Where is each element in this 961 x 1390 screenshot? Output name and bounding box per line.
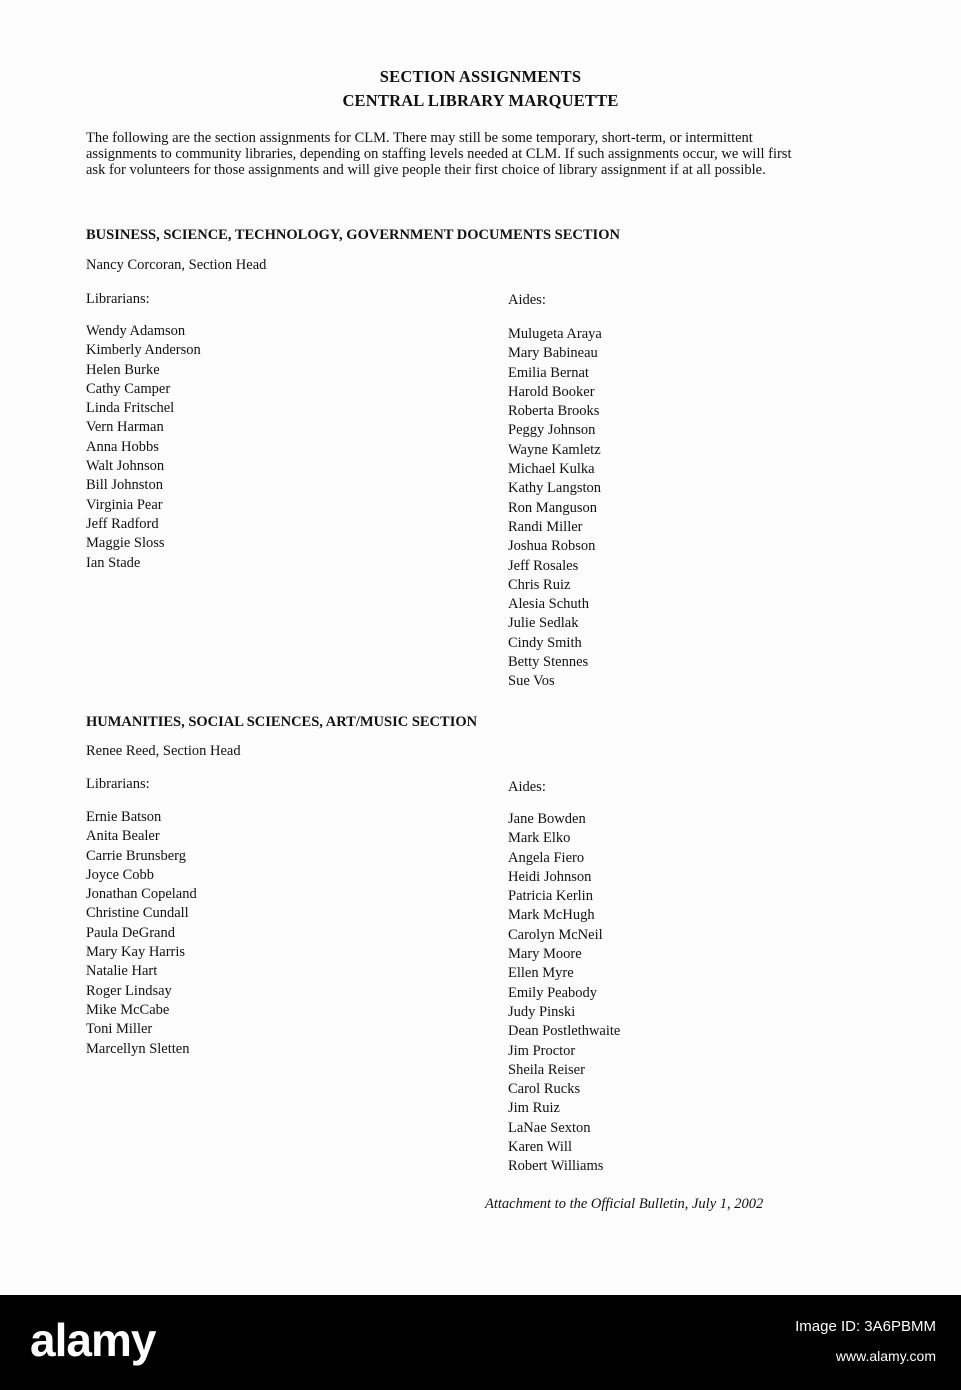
staff-name: Sue Vos (508, 673, 555, 690)
staff-name: Joyce Cobb (86, 866, 155, 883)
staff-name: Roberta Brooks (508, 403, 600, 420)
staff-name: Chris Ruiz (508, 576, 571, 593)
staff-name: Mark McHugh (508, 907, 595, 924)
staff-name: Mary Kay Harris (86, 944, 186, 961)
document-title-line-1: SECTION ASSIGNMENTS (379, 67, 582, 86)
staff-name: Betty Stennes (508, 654, 589, 671)
staff-name: Jim Ruiz (508, 1100, 560, 1117)
aides-label: Aides: (508, 292, 546, 308)
image-id: Image ID: 3A6PBMM (795, 1318, 936, 1335)
staff-name: Vern Harman (86, 419, 164, 436)
staff-name: Jane Bowden (508, 811, 586, 827)
librarians-label: Librarians: (86, 776, 150, 792)
staff-name: Carolyn McNeil (508, 926, 603, 943)
staff-name: Virginia Pear (86, 496, 163, 513)
staff-name: Walt Johnson (86, 458, 165, 475)
staff-name: Maggie Sloss (86, 535, 165, 552)
section-heading: HUMANITIES, SOCIAL SCIENCES, ART/MUSIC SECTION (86, 714, 478, 730)
intro-paragraph: The following are the section assignments for CLM. There may still be some temporary, short-term, or intermittent assignments to community libraries, depending on staffing levels needed at CLM. If such assignments occur, we will first ask for volunteers for those assignments and will give people their first choice of library assignment if at all possible. (86, 130, 792, 178)
staff-name: Ernie Batson (86, 809, 162, 825)
staff-name: Marcellyn Sletten (86, 1040, 190, 1057)
staff-name: Jonathan Copeland (86, 886, 197, 903)
staff-name: Randi Miller (508, 518, 583, 535)
aides-list (508, 810, 620, 1177)
staff-name: Bill Johnston (86, 477, 163, 494)
staff-name: Roger Lindsay (86, 982, 172, 999)
alamy-logo: alamy (30, 1314, 156, 1366)
staff-name: Natalie Hart (86, 963, 158, 980)
staff-name: Wayne Kamletz (508, 441, 601, 458)
librarians-list (86, 808, 197, 1059)
staff-name: Karen Will (508, 1139, 572, 1156)
staff-name: Kathy Langston (508, 480, 602, 497)
staff-name: Cathy Camper (86, 380, 171, 397)
staff-name: Helen Burke (86, 361, 160, 378)
staff-name: Christine Cundall (86, 905, 189, 922)
staff-name: Mary Moore (508, 946, 582, 963)
staff-name: Ellen Myre (508, 965, 574, 982)
staff-name: Kimberly Anderson (86, 342, 201, 359)
staff-name: LaNae Sexton (508, 1119, 591, 1136)
staff-name: Peggy Johnson (508, 422, 596, 439)
section-head: Renee Reed, Section Head (86, 743, 241, 759)
staff-name: Jeff Rosales (508, 557, 579, 574)
staff-name: Emily Peabody (508, 984, 598, 1001)
staff-name: Paula DeGrand (86, 924, 175, 941)
staff-name: Wendy Adamson (86, 323, 186, 339)
staff-name: Cindy Smith (508, 634, 582, 651)
staff-name: Linda Fritschel (86, 400, 175, 417)
staff-name: Harold Booker (508, 383, 595, 400)
librarians-label: Librarians: (86, 291, 150, 307)
staff-name: Carrie Brunsberg (86, 847, 186, 864)
section-head: Nancy Corcoran, Section Head (86, 257, 267, 273)
staff-name: Jim Proctor (508, 1042, 576, 1059)
staff-name: Toni Miller (86, 1021, 153, 1038)
staff-name: Julie Sedlak (508, 615, 579, 632)
staff-name: Dean Postlethwaite (508, 1023, 621, 1040)
aides-list (508, 325, 602, 692)
staff-name: Heidi Johnson (508, 868, 592, 885)
staff-name: Sheila Reiser (508, 1061, 585, 1078)
staff-name: Robert Williams (508, 1158, 604, 1175)
staff-name: Joshua Robson (508, 538, 596, 555)
staff-name: Anna Hobbs (86, 438, 159, 455)
staff-name: Angela Fiero (508, 849, 585, 866)
staff-name: Judy Pinski (508, 1003, 576, 1020)
staff-name: Jeff Radford (86, 515, 159, 532)
watermark-url: www.alamy.com (835, 1348, 936, 1364)
footer-attachment-note: Attachment to the Official Bulletin, July 1, 2002 (485, 1196, 764, 1212)
staff-name: Anita Bealer (86, 828, 160, 845)
staff-name: Mary Babineau (508, 345, 598, 362)
staff-name: Ian Stade (86, 554, 141, 571)
staff-name: Alesia Schuth (508, 596, 589, 613)
staff-name: Patricia Kerlin (508, 888, 593, 905)
section-heading: BUSINESS, SCIENCE, TECHNOLOGY, GOVERNMENT DOCUMENTS SECTION (86, 227, 620, 243)
staff-name: Mulugeta Araya (508, 326, 602, 342)
staff-name: Ron Manguson (508, 499, 598, 516)
staff-name: Mike McCabe (86, 1001, 170, 1018)
staff-name: Michael Kulka (508, 461, 595, 478)
aides-label: Aides: (508, 779, 546, 795)
staff-name: Mark Elko (508, 830, 571, 847)
staff-name: Carol Rucks (508, 1081, 581, 1098)
document-title-line-2: CENTRAL LIBRARY MARQUETTE (342, 91, 619, 110)
staff-name: Emilia Bernat (508, 364, 589, 381)
librarians-list (86, 322, 201, 573)
